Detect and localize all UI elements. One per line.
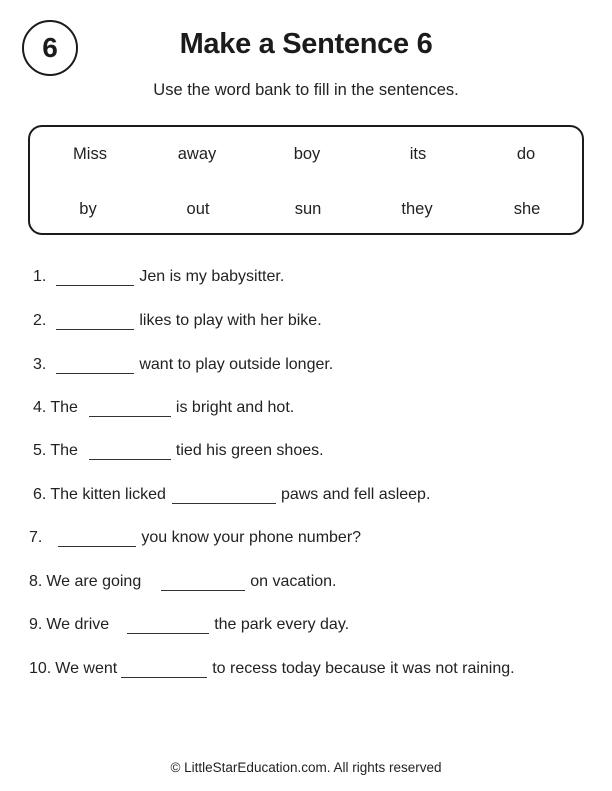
item-text-after: likes to play with her bike.: [139, 312, 322, 329]
item-number: 10.: [29, 660, 52, 677]
word-bank-item: boy: [293, 145, 321, 163]
sentence-item: [33, 482, 430, 504]
word-bank-item: they: [401, 200, 433, 218]
worksheet-number: 6: [42, 32, 58, 63]
item-text-before: We drive: [46, 616, 110, 633]
copyright-footer: © LittleStarEducation.com. All rights reserved: [170, 760, 442, 775]
answer-blank[interactable]: [172, 489, 276, 504]
item-text-before: The: [50, 399, 78, 416]
item-number: 5.: [33, 442, 47, 459]
sentence-item: [29, 656, 515, 678]
word-bank-item: sun: [294, 200, 322, 218]
sentence-item: [33, 308, 322, 330]
answer-blank[interactable]: [56, 315, 134, 330]
sentence-item: [29, 612, 349, 634]
word-bank-item: away: [177, 145, 217, 163]
item-text-after: paws and fell asleep.: [280, 486, 431, 503]
item-number: 6.: [33, 486, 47, 503]
item-text-before: We went: [55, 660, 118, 677]
word-bank: [28, 125, 584, 235]
item-text-after: to recess today because it was not raining.: [212, 660, 515, 677]
sentence-item: [33, 352, 333, 374]
page-title-text: Make a Sentence 6: [179, 28, 433, 60]
sentence-item: [29, 569, 337, 591]
word-bank-item: she: [513, 200, 541, 218]
item-text-after: the park every day.: [214, 616, 350, 633]
answer-blank[interactable]: [89, 402, 171, 417]
item-number: 2.: [33, 312, 47, 329]
answer-blank[interactable]: [127, 619, 209, 634]
item-text-after: is bright and hot.: [175, 399, 295, 416]
sentence-item: [33, 438, 324, 460]
answer-blank[interactable]: [161, 576, 245, 591]
item-text-before: The: [50, 442, 78, 459]
page-title: [0, 28, 612, 61]
item-text-after: on vacation.: [250, 573, 337, 590]
answer-blank[interactable]: [121, 663, 207, 678]
item-text-after: tied his green shoes.: [175, 442, 324, 459]
item-number: 1.: [33, 268, 47, 285]
sentence-item: [29, 525, 361, 547]
word-bank-item: its: [409, 145, 427, 163]
answer-blank[interactable]: [89, 445, 171, 460]
item-number: 9.: [29, 616, 43, 633]
item-number: 7.: [29, 529, 43, 546]
answer-blank[interactable]: [58, 532, 136, 547]
item-text-before: The kitten licked: [50, 486, 166, 503]
sentence-item: [33, 264, 284, 286]
answer-blank[interactable]: [56, 359, 134, 374]
item-number: 3.: [33, 356, 47, 373]
word-bank-item: do: [516, 145, 536, 163]
item-text-after: Jen is my babysitter.: [139, 268, 285, 285]
sentence-item: [33, 395, 294, 417]
word-bank-item: out: [186, 200, 210, 218]
instructions: Use the word bank to fill in the sentences.: [153, 81, 459, 99]
item-text-before: We are going: [46, 573, 142, 590]
item-text-after: you know your phone number?: [141, 529, 362, 546]
item-number: 4.: [33, 399, 47, 416]
item-number: 8.: [29, 573, 43, 590]
word-bank-item: by: [79, 200, 97, 218]
answer-blank[interactable]: [56, 271, 134, 286]
item-text-after: want to play outside longer.: [139, 356, 334, 373]
word-bank-item: Miss: [73, 145, 107, 163]
